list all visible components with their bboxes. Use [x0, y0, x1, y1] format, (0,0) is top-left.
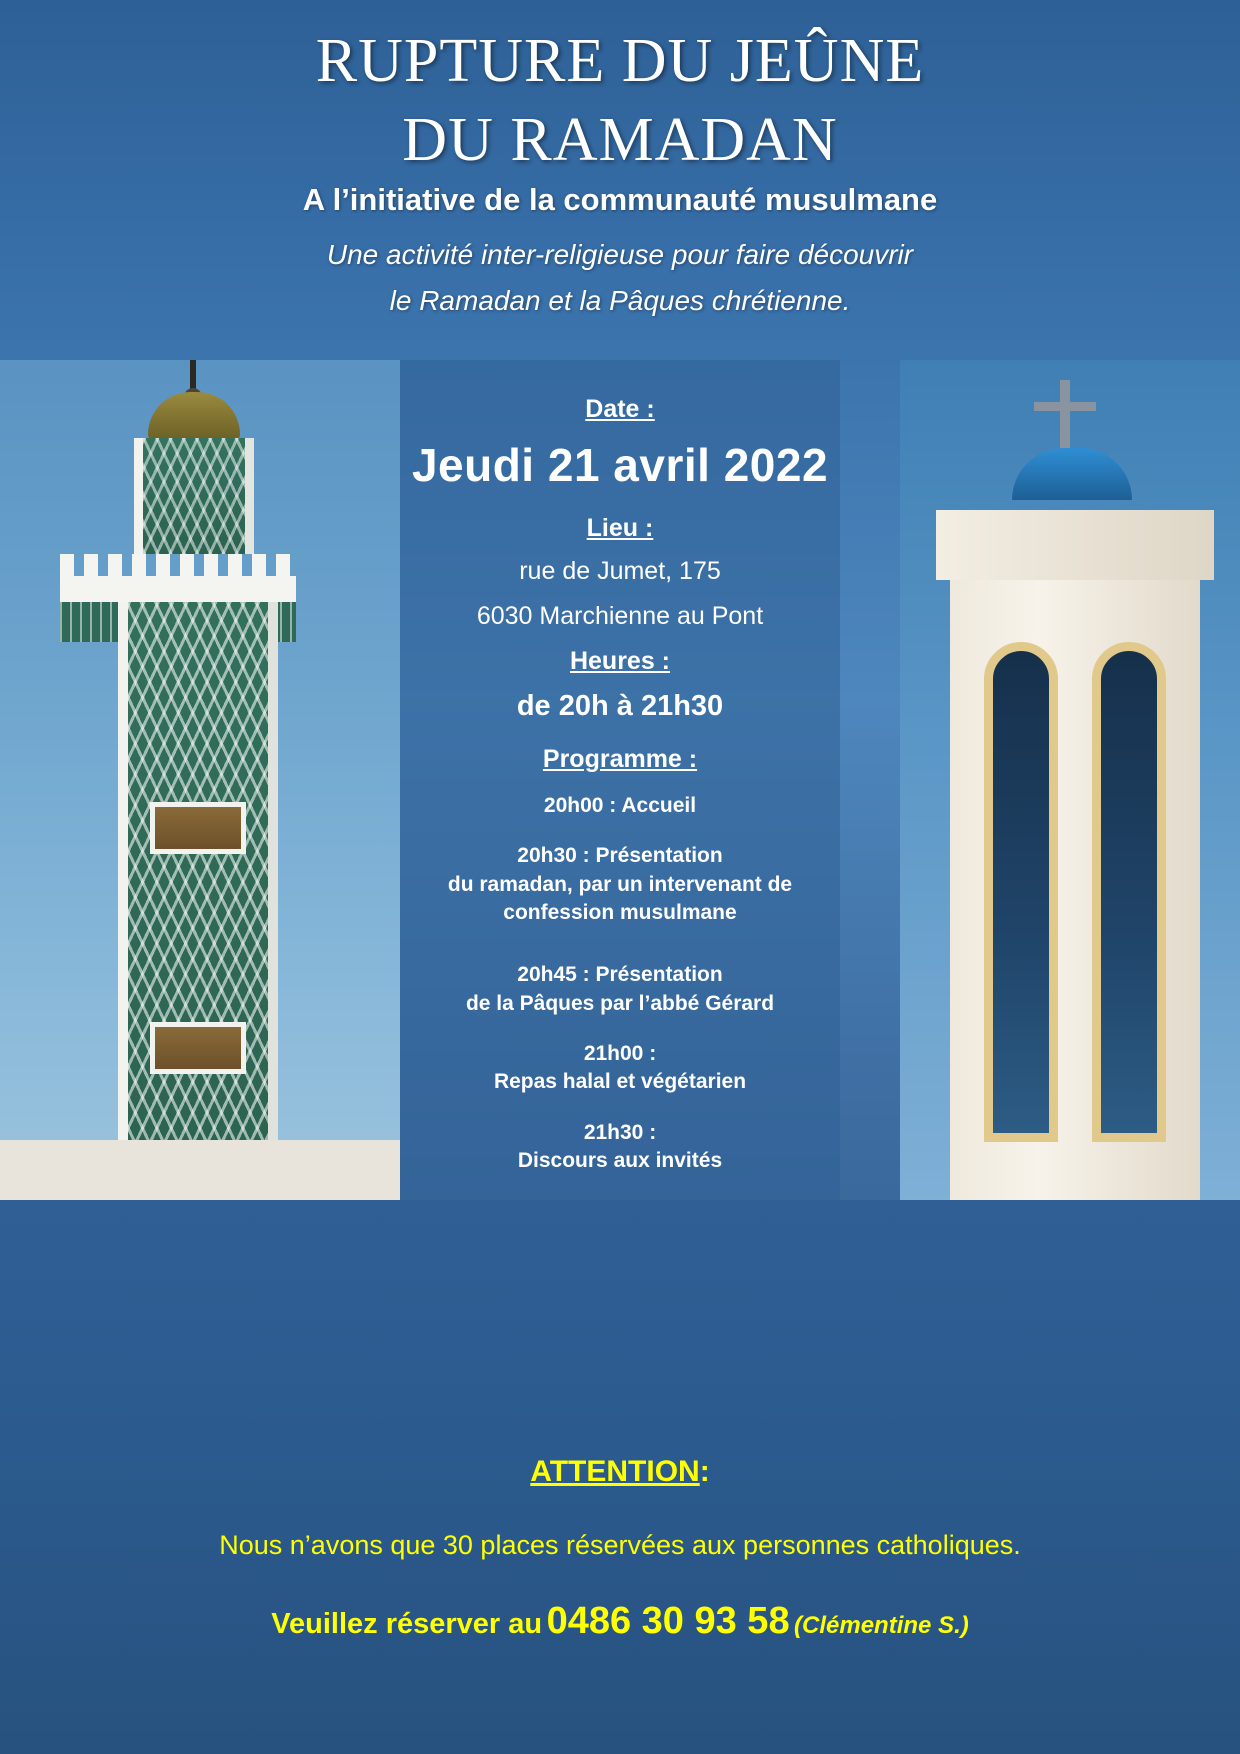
- minaret-window-panel: [150, 1022, 246, 1074]
- title-line-2: DU RAMADAN: [402, 106, 838, 175]
- seats-notice: Nous n’avons que 30 places réservées aux personnes catholiques.: [219, 1530, 1021, 1560]
- church-window: [1092, 642, 1166, 1142]
- minaret-upper-shaft: [134, 438, 254, 554]
- minaret-main-shaft: [118, 602, 278, 1162]
- church-window: [984, 642, 1058, 1142]
- place-label: [380, 514, 860, 543]
- reserve-phone: 0486 30 93 58: [546, 1600, 790, 1642]
- program-label: [380, 745, 860, 774]
- reserve-contact: (Clémentine S.): [794, 1612, 969, 1639]
- church-tower-graphic: [950, 510, 1200, 1200]
- reservation-line: [0, 1600, 1240, 1643]
- attention-colon: :: [699, 1455, 710, 1488]
- program-item: [380, 842, 860, 927]
- tagline-line-2: le Ramadan et la Pâques chrétienne.: [389, 285, 851, 317]
- program-label-text: Programme :: [542, 745, 698, 773]
- church-dome: [1012, 448, 1132, 500]
- hours-value: de 20h à 21h30: [516, 690, 724, 722]
- program-item-sub1: Repas halal et végétarien: [493, 1070, 747, 1094]
- minaret-dome: [148, 392, 240, 440]
- program-item-main: 21h00 :: [583, 1042, 657, 1066]
- minaret-crenellation: [60, 554, 296, 576]
- church-tower-cap: [936, 510, 1214, 580]
- place-label-text: Lieu :: [586, 514, 654, 542]
- title-line-1: RUPTURE DU JEÛNE: [315, 27, 925, 95]
- program-item-sub1: Discours aux invités: [517, 1149, 723, 1173]
- mosque-ground: [0, 1140, 400, 1200]
- program-item-sub1: de la Pâques par l’abbé Gérard: [465, 991, 775, 1015]
- attention-word: ATTENTION: [530, 1455, 700, 1488]
- hours-label: [380, 647, 860, 676]
- date-label: [380, 395, 860, 424]
- program-item-sub2: confession musulmane: [503, 901, 737, 925]
- program-item: [380, 1040, 860, 1097]
- reserve-text: Veuillez réserver au: [271, 1608, 543, 1640]
- program-item-sub1: du ramadan, par un intervenant de: [447, 872, 793, 896]
- program-item: [380, 792, 860, 820]
- hours-label-text: Heures :: [569, 647, 671, 675]
- program-item-main: 20h00 : Accueil: [543, 794, 697, 817]
- date-value: Jeudi 21 avril 2022: [411, 439, 829, 491]
- program-item-main: 20h45 : Présentation: [517, 963, 723, 987]
- attention-heading: [0, 1455, 1240, 1489]
- place-line-1: rue de Jumet, 175: [519, 557, 721, 585]
- program-item-main: 21h30 :: [583, 1120, 657, 1144]
- date-label-text: Date :: [585, 395, 655, 423]
- place-line-2: 6030 Marchienne au Pont: [476, 602, 764, 630]
- minaret-graphic: [78, 402, 318, 1162]
- tagline-line-1: Une activité inter-religieuse pour faire découvrir: [326, 239, 914, 270]
- mosque-minaret-photo: [0, 360, 400, 1200]
- minaret-window-panel: [150, 802, 246, 854]
- poster-title: [0, 22, 1240, 181]
- poster-tagline: [0, 232, 1240, 324]
- program-item: [380, 1119, 860, 1176]
- event-info-block: [380, 395, 860, 1197]
- poster-subtitle: A l’initiative de la communauté musulmane: [302, 182, 938, 217]
- program-item-main: 20h30 : Présentation: [517, 844, 723, 868]
- program-item: [380, 961, 860, 1018]
- church-tower-photo: [900, 360, 1240, 1200]
